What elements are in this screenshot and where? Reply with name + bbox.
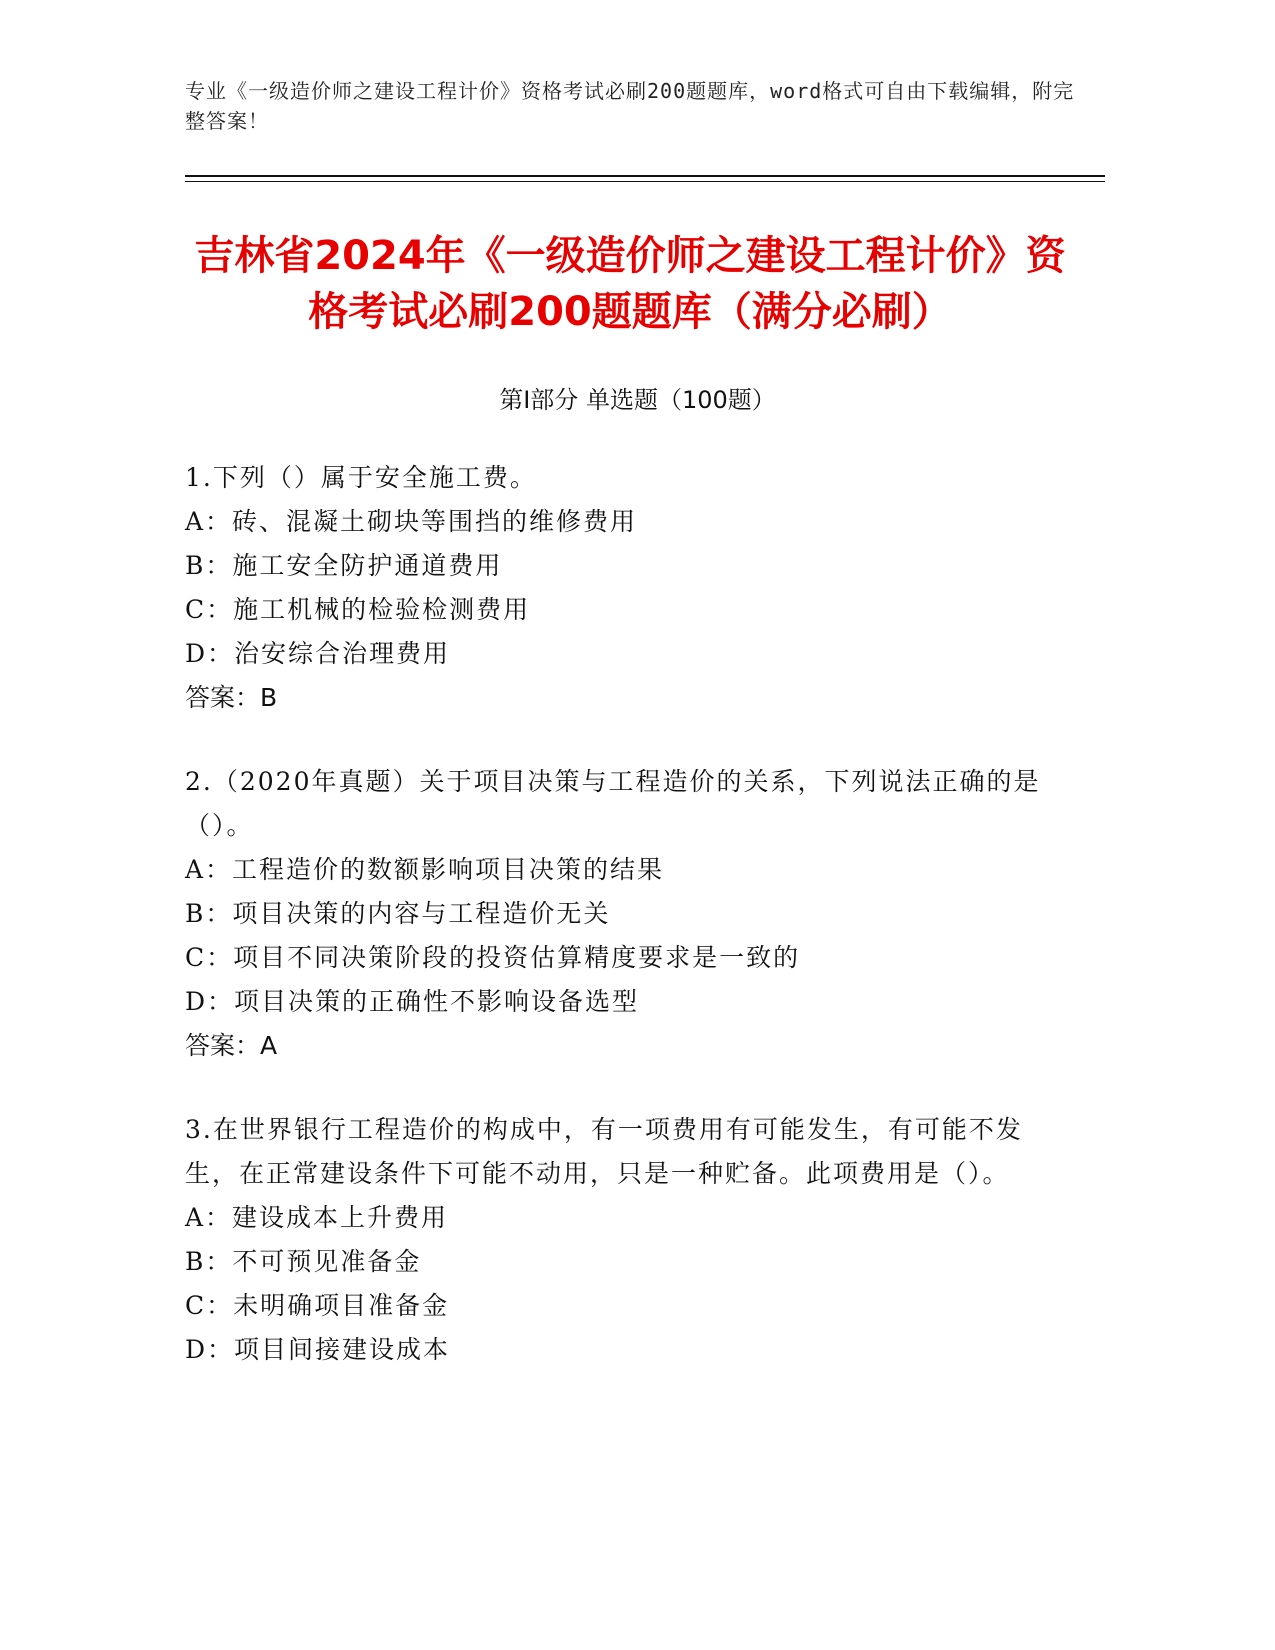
option-d: D：项目决策的正确性不影响设备选型	[185, 987, 640, 1016]
section-heading: 第I部分 单选题（100题）	[499, 386, 776, 414]
option-d: D：治安综合治理费用	[185, 639, 451, 668]
question-stem: 3.在世界银行工程造价的构成中，有一项费用有可能发生，有可能不发生，在正常建设条件下可能不动用，只是一种贮备。此项费用是（）。	[185, 1115, 1023, 1188]
question-stem: 2.（2020年真题）关于项目决策与工程造价的关系，下列说法正确的是（）。	[185, 767, 1041, 840]
option-c: C：施工机械的检验检测费用	[185, 595, 531, 624]
question-3	[185, 1108, 1065, 1372]
header-note: 专业《一级造价师之建设工程计价》资格考试必刷200题题库，word格式可自由下载编辑，附完整答案！	[185, 79, 1075, 133]
option-b: B：施工安全防护通道费用	[185, 551, 503, 580]
answer: 答案：B	[185, 683, 278, 712]
option-c: C：未明确项目准备金	[185, 1291, 450, 1320]
option-b: B：不可预见准备金	[185, 1247, 422, 1276]
option-b: B：项目决策的内容与工程造价无关	[185, 899, 611, 928]
question-stem: 1.下列（）属于安全施工费。	[185, 463, 537, 492]
document-title: 吉林省2024年《一级造价师之建设工程计价》资格考试必刷200题题库（满分必刷）	[194, 233, 1066, 335]
option-a: A：工程造价的数额影响项目决策的结果	[185, 855, 665, 884]
option-a: A：建设成本上升费用	[185, 1203, 449, 1232]
header-divider-thin	[185, 181, 1105, 182]
option-c: C：项目不同决策阶段的投资估算精度要求是一致的	[185, 943, 801, 972]
option-d: D：项目间接建设成本	[185, 1335, 451, 1364]
answer: 答案：A	[185, 1031, 278, 1060]
question-2	[185, 760, 1065, 1068]
question-1	[185, 456, 1065, 720]
header-divider-thick	[185, 175, 1105, 177]
option-a: A：砖、混凝土砌块等围挡的维修费用	[185, 507, 638, 536]
